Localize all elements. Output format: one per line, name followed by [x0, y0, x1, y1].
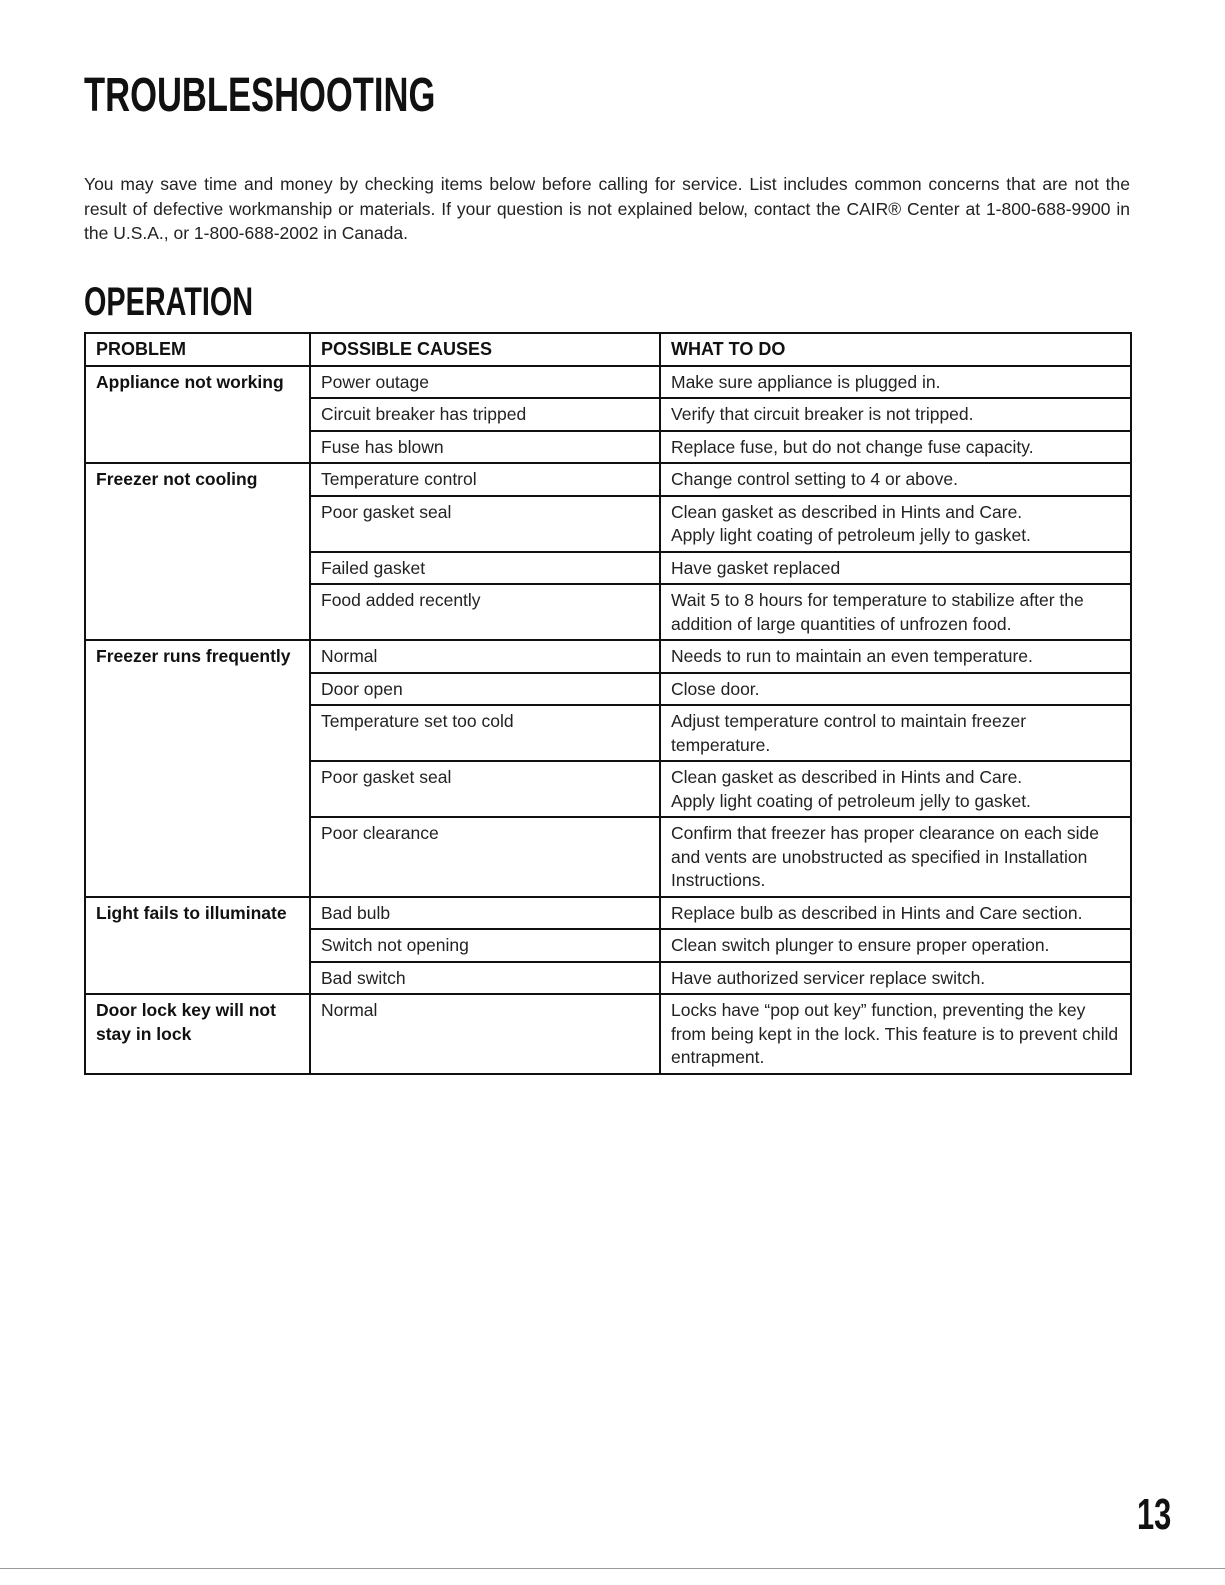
cause-cell: Temperature control	[310, 463, 660, 496]
what-to-do-line: Clean switch plunger to ensure proper operation.	[671, 935, 1050, 955]
what-to-do-line: Confirm that freezer has proper clearance on each side and vents are unobstructed as specified in Installation Instructions.	[671, 823, 1100, 890]
what-to-do-line: Needs to run to maintain an even temperature.	[671, 646, 1033, 666]
what-to-do-cell	[660, 463, 1131, 496]
what-to-do-line: Wait 5 to 8 hours for temperature to stabilize after the addition of large quantities of unfrozen food.	[671, 590, 1084, 634]
what-to-do-line: Replace fuse, but do not change fuse capacity.	[671, 436, 1034, 457]
problem-cell: Door lock key will not stay in lock	[85, 994, 310, 1074]
what-to-do-cell	[660, 552, 1131, 585]
what-to-do-line: Have authorized servicer replace switch.	[671, 967, 986, 988]
cause-cell: Power outage	[310, 366, 660, 399]
what-to-do-line: Change control setting to 4 or above.	[671, 469, 958, 489]
what-to-do-cell	[660, 673, 1131, 706]
page-number: 13	[1137, 1490, 1172, 1539]
intro-paragraph: You may save time and money by checking items below before calling for service. List includes common concerns that are not the result of defective workmanship or materials. If your question is not explained below, contact the CAIR® Center at 1-800-688-9900 in the U.S.A., or 1-800-688-2002 in Canada.	[84, 174, 1130, 243]
table-body	[85, 366, 1131, 1074]
problem-cell: Appliance not working	[85, 366, 310, 464]
table-row	[85, 463, 1131, 496]
what-to-do-cell	[660, 584, 1131, 640]
table-row	[85, 640, 1131, 673]
problem-cell: Freezer not cooling	[85, 463, 310, 640]
problem-cell: Freezer runs frequently	[85, 640, 310, 897]
cause-cell: Failed gasket	[310, 552, 660, 585]
what-to-do-line: Clean gasket as described in Hints and Care.	[671, 767, 1023, 787]
cause-cell: Poor gasket seal	[310, 761, 660, 817]
page-title: TROUBLESHOOTING	[84, 69, 436, 122]
what-to-do-cell	[660, 962, 1131, 995]
what-to-do-line: Apply light coating of petroleum jelly to gasket.	[671, 525, 1031, 545]
cause-cell: Fuse has blown	[310, 431, 660, 464]
what-to-do-cell	[660, 398, 1131, 431]
cause-cell: Food added recently	[310, 584, 660, 640]
what-to-do-line: Replace bulb as described in Hints and Care section.	[671, 902, 1083, 923]
header-causes: POSSIBLE CAUSES	[310, 333, 660, 366]
troubleshooting-table	[84, 332, 1132, 1075]
what-to-do-line: Close door.	[671, 678, 760, 699]
what-to-do-line: Adjust temperature control to maintain freezer temperature.	[671, 711, 1027, 755]
header-problem: PROBLEM	[85, 333, 310, 366]
what-to-do-cell	[660, 705, 1131, 761]
cause-cell: Bad switch	[310, 962, 660, 995]
cause-cell: Circuit breaker has tripped	[310, 398, 660, 431]
what-to-do-cell	[660, 897, 1131, 930]
what-to-do-line: Locks have “pop out key” function, preventing the key from being kept in the lock. This feature is to prevent child entrapment.	[671, 1000, 1119, 1067]
what-to-do-line: Verify that circuit breaker is not tripped.	[671, 404, 974, 424]
what-to-do-cell	[660, 761, 1131, 817]
table-header-row	[85, 333, 1131, 366]
cause-cell: Temperature set too cold	[310, 705, 660, 761]
what-to-do-cell	[660, 929, 1131, 962]
what-to-do-cell	[660, 431, 1131, 464]
what-to-do-cell	[660, 640, 1131, 673]
problem-cell: Light fails to illuminate	[85, 897, 310, 995]
what-to-do-cell	[660, 496, 1131, 552]
what-to-do-cell	[660, 366, 1131, 399]
header-what-to-do: WHAT TO DO	[660, 333, 1131, 366]
cause-cell: Normal	[310, 640, 660, 673]
section-title: OPERATION	[84, 280, 254, 324]
what-to-do-line: Have gasket replaced	[671, 557, 841, 578]
cause-cell: Door open	[310, 673, 660, 706]
cause-cell: Normal	[310, 994, 660, 1074]
cause-cell: Poor gasket seal	[310, 496, 660, 552]
what-to-do-cell	[660, 817, 1131, 897]
cause-cell: Poor clearance	[310, 817, 660, 897]
table-row	[85, 994, 1131, 1074]
table-row	[85, 897, 1131, 930]
what-to-do-line: Make sure appliance is plugged in.	[671, 371, 941, 392]
what-to-do-cell	[660, 994, 1131, 1074]
cause-cell: Switch not opening	[310, 929, 660, 962]
cause-cell: Bad bulb	[310, 897, 660, 930]
what-to-do-line: Apply light coating of petroleum jelly to gasket.	[671, 790, 1031, 811]
what-to-do-line: Clean gasket as described in Hints and Care.	[671, 501, 1023, 522]
footer-divider	[0, 1568, 1225, 1569]
table-row	[85, 366, 1131, 399]
